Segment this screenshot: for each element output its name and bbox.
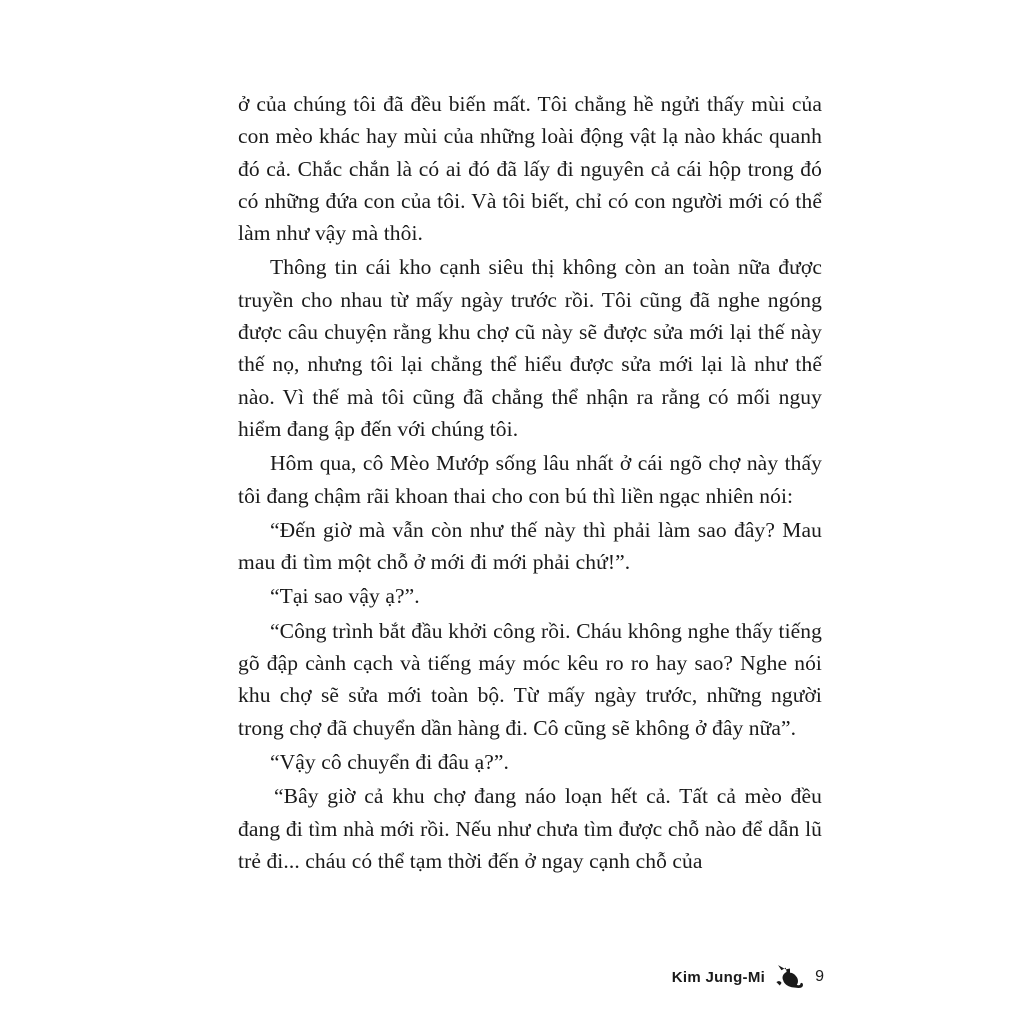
page-footer <box>672 960 824 994</box>
page-body <box>238 88 822 879</box>
paragraph-4: “Đến giờ mà vẫn còn như thế này thì phải làm sao đây? Mau mau đi tìm một chỗ ở mới đi mới phải chứ!”. <box>238 517 822 575</box>
paragraph-1: ở của chúng tôi đã đều biến mất. Tôi chẳng hề ngửi thấy mùi của con mèo khác hay mùi của những loài động vật lạ nào khác quanh đó cả. Chắc chắn là có ai đó đã lấy đi nguyên cả cái hộp trong đó có những đứa con của tôi. Và tôi biết, chỉ có con người mới có thể làm như vậy mà thôi. <box>238 92 822 246</box>
paragraph-5: “Tại sao vậy ạ?”. <box>270 584 420 609</box>
page-number: 9 <box>815 968 824 985</box>
paragraph-6: “Công trình bắt đầu khởi công rồi. Cháu không nghe thấy tiếng gõ đập cành cạch và tiếng máy móc kêu ro ro hay sao? Nghe nói khu chợ sẽ sửa mới toàn bộ. Từ mấy ngày trước, những người trong chợ đã chuyển dần hàng đi. Cô cũng sẽ không ở đây nữa”. <box>238 618 822 740</box>
paragraph-7: “Vậy cô chuyển đi đâu ạ?”. <box>270 749 509 774</box>
author-name: Kim Jung-Mi <box>671 968 766 986</box>
paragraph-3: Hôm qua, cô Mèo Mướp sống lâu nhất ở cái ngõ chợ này thấy tôi đang chậm rãi khoan thai cho con bú thì liền ngạc nhiên nói: <box>238 451 822 508</box>
paragraph-2: Thông tin cái kho cạnh siêu thị không còn an toàn nữa được truyền cho nhau từ mấy ngày trước rồi. Tôi cũng đã nghe ngóng được câu chuyện rằng khu chợ cũ này sẽ được sửa mới lại thế này thế nọ, nhưng tôi lại chẳng thể hiểu được sửa mới lại là như thế nào. Vì thế mà tôi cũng đã chẳng thể nhận ra rằng có mối nguy hiểm đang ập đến với chúng tôi. <box>238 255 822 441</box>
cat-icon <box>773 960 807 994</box>
paragraph-8: “Bây giờ cả khu chợ đang náo loạn hết cả. Tất cả mèo đều đang đi tìm nhà mới rồi. Nếu như chưa tìm được chỗ nào để dẫn lũ trẻ đi... cháu có thể tạm thời đến ở ngay cạnh chỗ của <box>238 784 822 873</box>
